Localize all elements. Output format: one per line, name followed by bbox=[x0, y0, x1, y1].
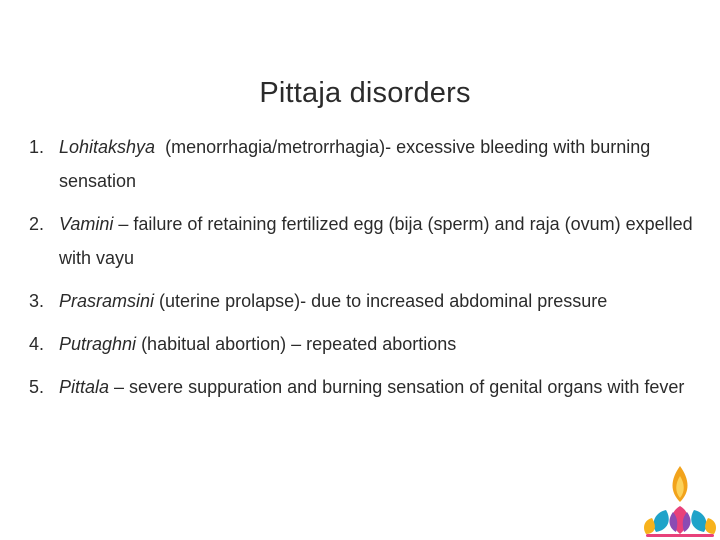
disorder-description: (habitual abortion) – repeated abortions bbox=[136, 334, 457, 354]
disorder-description: – severe suppuration and burning sensation of genital organs with fever bbox=[109, 377, 685, 397]
disorder-term: Lohitakshya bbox=[59, 137, 156, 157]
list-number: 1. bbox=[29, 137, 45, 157]
lotus-diya-icon bbox=[640, 462, 720, 540]
list-number: 5. bbox=[29, 377, 45, 397]
list-item bbox=[29, 327, 699, 361]
list-item bbox=[29, 284, 699, 318]
list-text bbox=[59, 327, 699, 361]
list-item bbox=[29, 370, 699, 404]
disorder-description: (menorrhagia/metrorrhagia)- excessive bleeding with burning sensation bbox=[59, 137, 656, 191]
disorder-description: (uterine prolapse)- due to increased abdominal pressure bbox=[154, 291, 608, 311]
list-number: 4. bbox=[29, 334, 45, 354]
list-text bbox=[59, 370, 699, 404]
disorder-term: Vamini bbox=[59, 214, 114, 234]
disorder-description: – failure of retaining fertilized egg (bija (sperm) and raja (ovum) expelled with vayu bbox=[59, 214, 693, 268]
list-item bbox=[29, 130, 699, 198]
disorder-term: Putraghni bbox=[59, 334, 137, 354]
list-text bbox=[59, 284, 699, 318]
slide-title: Pittaja disorders bbox=[259, 77, 471, 110]
disorder-term: Pittala bbox=[59, 377, 110, 397]
disorder-term: Prasramsini bbox=[59, 291, 155, 311]
list-text bbox=[59, 207, 699, 275]
list-item bbox=[29, 207, 699, 275]
list-text bbox=[59, 130, 699, 198]
list-number: 2. bbox=[29, 214, 45, 234]
list-number: 3. bbox=[29, 291, 45, 311]
disorder-list bbox=[29, 130, 699, 413]
